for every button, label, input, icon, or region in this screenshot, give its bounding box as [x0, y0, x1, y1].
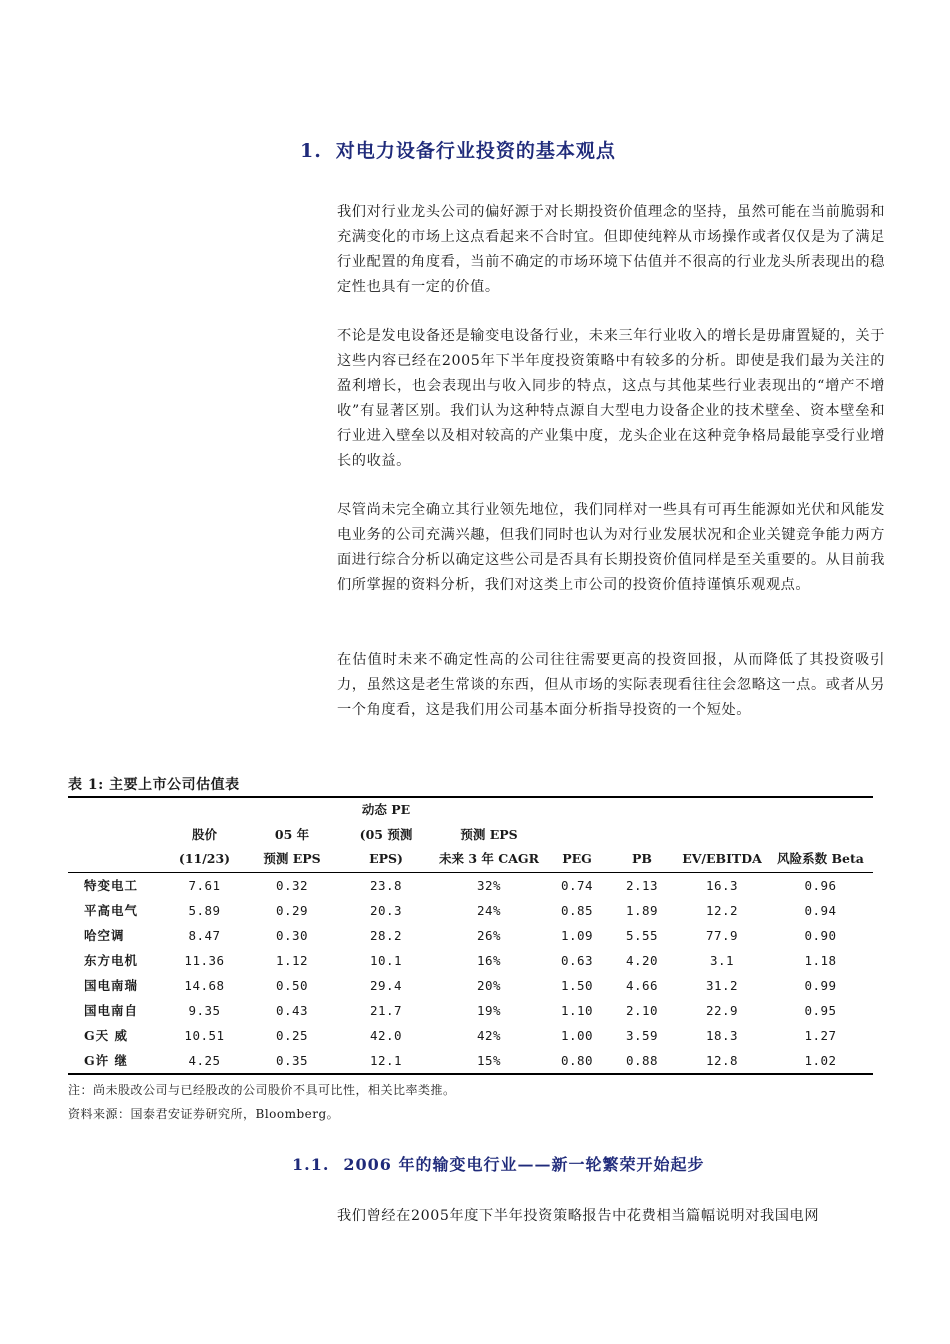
value-cell: 16.3 [705, 877, 739, 893]
company-name-cell: 东方电机 [84, 953, 139, 968]
value-cell: 22.9 [705, 1002, 739, 1018]
header-cell: 风险系数 Beta [768, 847, 873, 872]
value-cell: 28.2 [369, 927, 403, 943]
header-cell: EPS) [340, 847, 432, 872]
subsection-heading [292, 1152, 705, 1175]
value-cell: 0.25 [275, 1027, 309, 1043]
company-name-cell: G天 威 [84, 1028, 129, 1043]
section-heading [300, 136, 616, 163]
body-paragraph: 在估值时未来不确定性高的公司往往需要更高的投资回报，从而降低了其投资吸引力，虽然这是老生常谈的东西，但从市场的实际表现看往往会忽略这一点。或者从另一个角度看，这是我们用公司基本面分析指导投资的一个短处。 [337, 652, 885, 718]
header-cell [68, 823, 165, 848]
value-cell: 3.1 [709, 952, 735, 968]
table-row [68, 898, 873, 923]
value-cell: 12.1 [340, 1048, 432, 1074]
value-cell: 4.66 [625, 977, 659, 993]
header-cell: 动态 PE [361, 802, 411, 817]
value-cell: 10.1 [369, 952, 403, 968]
value-cell: 0.85 [560, 902, 594, 918]
table-note: 注：尚未股改公司与已经股改的公司股价不具可比性，相关比率类推。 [68, 1083, 456, 1097]
value-cell: 20.3 [369, 902, 403, 918]
header-cell: (05 预测 [359, 826, 413, 842]
value-cell: 42% [476, 1027, 502, 1043]
value-cell: 5.89 [188, 902, 221, 918]
subsection-title: 2006 年的输变电行业——新一轮繁荣开始起步 [343, 1155, 705, 1174]
value-cell: 1.00 [560, 1027, 594, 1043]
value-cell: 0.88 [608, 1048, 676, 1074]
value-cell: 1.12 [275, 952, 309, 968]
value-cell: 20% [476, 977, 502, 993]
value-cell: 19% [476, 1002, 502, 1018]
value-cell: 0.43 [275, 1002, 309, 1018]
value-cell: 0.80 [546, 1048, 608, 1074]
value-cell: 7.61 [188, 877, 221, 893]
value-cell: 1.02 [768, 1048, 873, 1074]
company-name-cell: 国电南瑞 [84, 978, 139, 993]
value-cell: 9.35 [188, 1002, 221, 1018]
table-row [68, 1048, 873, 1074]
value-cell: 31.2 [705, 977, 739, 993]
value-cell: 15% [432, 1048, 546, 1074]
value-cell: 1.89 [625, 902, 659, 918]
value-cell: 0.94 [804, 902, 837, 918]
value-cell: 1.09 [560, 927, 594, 943]
body-paragraph: 尽管尚未完全确立其行业领先地位，我们同样对一些具有可再生能源如光伏和风能发电业务的公司充满兴趣，但我们同时也认为对行业发展状况和企业关键竞争能力两方面进行综合分析以确定这些公司是否具有长期投资价值同样是至关重要的。从目前我们所掌握的资料分析，我们对这类上市公司的投资价值持谨慎乐观观点。 [337, 502, 885, 593]
value-cell: 0.99 [804, 977, 837, 993]
header-cell: 05 年 [274, 826, 310, 842]
value-cell: 0.90 [804, 927, 837, 943]
header-cell: PEG [546, 847, 608, 872]
value-cell: 77.9 [705, 927, 739, 943]
header-cell [768, 798, 873, 823]
value-cell: 2.13 [625, 877, 659, 893]
header-cell: 预测 EPS [244, 847, 340, 872]
value-cell: 11.36 [184, 952, 225, 968]
table-source: 资料来源：国泰君安证券研究所，Bloomberg。 [68, 1107, 340, 1121]
value-cell: 12.8 [676, 1048, 768, 1074]
header-cell: 股价 [191, 826, 217, 842]
header-cell [546, 823, 608, 848]
value-cell: 12.2 [705, 902, 739, 918]
valuation-table [68, 796, 873, 1075]
header-cell: EV/EBITDA [676, 847, 768, 872]
header-cell [165, 798, 244, 823]
body-paragraph: 不论是发电设备还是输变电设备行业，未来三年行业收入的增长是毋庸置疑的，关于这些内容已经在2005年下半年度投资策略中有较多的分析。即使是我们最为关注的盈利增长，也会表现出与收入同步的特点，这点与其他某些行业表现出的“增产不增收”有显著区别。我们认为这种特点源自大型电力设备企业的技术壁垒、资本壁垒和行业进入壁垒以及相对较高的产业集中度，龙头企业在这种竞争格局最能享受行业增长的收益。 [337, 328, 885, 469]
value-cell: 0.29 [275, 902, 309, 918]
value-cell: 21.7 [369, 1002, 403, 1018]
value-cell: 0.74 [560, 877, 594, 893]
value-cell: 16% [476, 952, 502, 968]
header-cell [676, 823, 768, 848]
company-name-cell: 特变电工 [84, 878, 139, 893]
value-cell: 5.55 [625, 927, 659, 943]
value-cell: 3.59 [625, 1027, 659, 1043]
table-row [68, 872, 873, 898]
header-cell: 未来 3 年 CAGR [432, 847, 546, 872]
value-cell: 0.30 [275, 927, 309, 943]
section-number: 1. [300, 140, 322, 162]
subsection-number: 1.1. [292, 1155, 330, 1174]
header-cell: 预测 EPS [460, 826, 518, 842]
header-cell [768, 823, 873, 848]
value-cell: 29.4 [369, 977, 403, 993]
company-name-cell: 哈空调 [84, 928, 125, 943]
value-cell: 18.3 [705, 1027, 739, 1043]
value-cell: 10.51 [184, 1027, 225, 1043]
value-cell: 4.20 [625, 952, 659, 968]
value-cell: 8.47 [188, 927, 221, 943]
table-caption: 表 1: 主要上市公司估值表 [68, 777, 240, 793]
header-cell [68, 798, 165, 823]
value-cell: 0.96 [804, 877, 837, 893]
value-cell: 1.50 [560, 977, 594, 993]
value-cell: 0.63 [560, 952, 594, 968]
value-cell: 14.68 [184, 977, 225, 993]
company-name-cell: G许 继 [68, 1048, 165, 1074]
value-cell: 0.95 [804, 1002, 837, 1018]
value-cell: 42.0 [369, 1027, 403, 1043]
header-cell [608, 798, 676, 823]
header-cell [608, 823, 676, 848]
header-cell: PB [608, 847, 676, 872]
table-row [68, 1023, 873, 1048]
table-row [68, 998, 873, 1023]
value-cell: 1.18 [804, 952, 837, 968]
value-cell: 24% [476, 902, 502, 918]
value-cell: 0.35 [244, 1048, 340, 1074]
value-cell: 1.27 [804, 1027, 837, 1043]
table-row [68, 973, 873, 998]
value-cell: 4.25 [165, 1048, 244, 1074]
table-row [68, 948, 873, 973]
header-cell [546, 798, 608, 823]
value-cell: 0.32 [275, 877, 309, 893]
header-cell [432, 798, 546, 823]
value-cell: 23.8 [369, 877, 403, 893]
body-paragraph: 我们曾经在2005年度下半年投资策略报告中花费相当篇幅说明对我国电网 [337, 1208, 820, 1224]
value-cell: 2.10 [625, 1002, 659, 1018]
body-paragraph: 我们对行业龙头公司的偏好源于对长期投资价值理念的坚持，虽然可能在当前脆弱和充满变化的市场上这点看起来不合时宜。但即使纯粹从市场操作或者仅仅是为了满足行业配置的角度看，当前不确定的市场环境下估值并不很高的行业龙头所表现出的稳定性也具有一定的价值。 [337, 204, 885, 295]
header-cell: (11/23) [165, 847, 244, 872]
section-title: 对电力设备行业投资的基本观点 [335, 140, 616, 162]
company-name-cell: 国电南自 [84, 1003, 139, 1018]
value-cell: 32% [476, 877, 502, 893]
value-cell: 1.10 [560, 1002, 594, 1018]
header-cell [676, 798, 768, 823]
header-cell [244, 798, 340, 823]
value-cell: 26% [476, 927, 502, 943]
company-name-cell: 平高电气 [84, 903, 139, 918]
table-row [68, 923, 873, 948]
header-cell [68, 847, 165, 872]
value-cell: 0.50 [275, 977, 309, 993]
